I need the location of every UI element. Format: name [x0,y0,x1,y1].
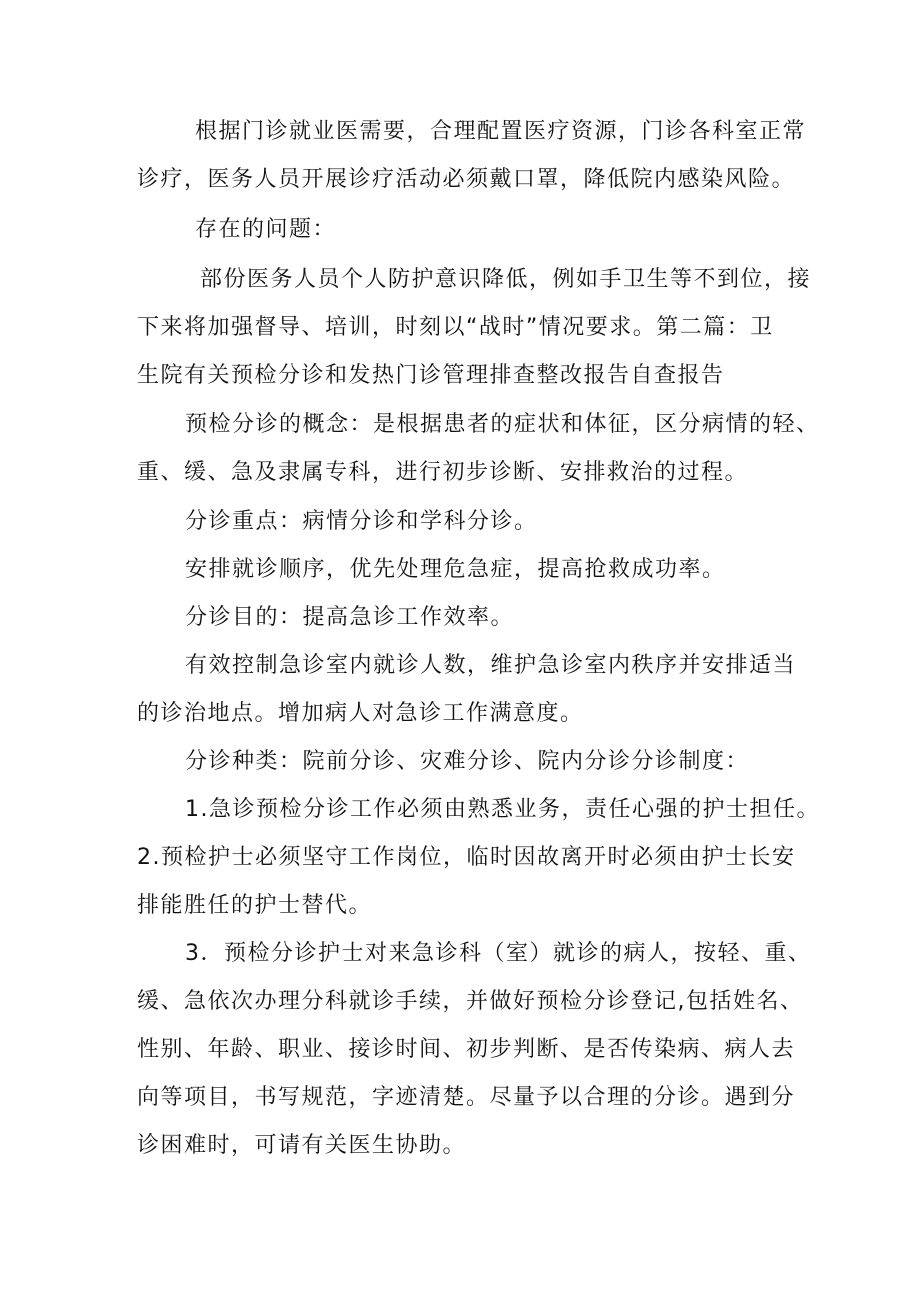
paragraph-line: 缓、急依次办理分科就诊手续，并做好预检分诊登记,包括姓名、 [137,989,804,1014]
paragraph-line: 重、缓、急及隶属专科，进行初步诊断、安排救治的过程。 [137,460,749,485]
paragraph-line: 排能胜任的护士替代。 [137,893,373,918]
paragraph-line: 性别、年龄、职业、接诊时间、初步判断、是否传染病、病人去 [137,1037,796,1062]
paragraph-line: 2.预检护士必须坚守工作岗位，临时因故离开时必须由护士长安 [137,845,796,870]
paragraph-line: 诊疗，医务人员开展诊疗活动必须戴口罩，降低院内感染风险。 [137,167,796,192]
paragraph-line: 下来将加强督导、培训，时刻以“战时”情况要求。第二篇：卫 [137,315,774,340]
paragraph-line: 诊困难时，可请有关医生协助。 [137,1133,467,1158]
paragraph-line: 分诊种类：院前分诊、灾难分诊、院内分诊分诊制度： [185,749,750,774]
paragraph-line: 预检分诊的概念：是根据患者的症状和体征，区分病情的轻、 [185,412,820,437]
paragraph-line: 存在的问题： [195,217,337,242]
paragraph-line: 生院有关预检分诊和发热门诊管理排查整改报告自查报告 [137,363,725,388]
paragraph-line: 根据门诊就业医需要，合理配置医疗资源，门诊各科室正常 [195,119,807,144]
paragraph-line: 分诊目的：提高急诊工作效率。 [185,605,515,630]
paragraph-line: 3．预检分诊护士对来急诊科（室）就诊的病人，按轻、重、 [185,941,812,966]
paragraph-line: 部份医务人员个人防护意识降低，例如手卫生等不到位，接 [200,267,812,292]
paragraph-line: 的诊治地点。增加病人对急诊工作满意度。 [137,701,584,726]
paragraph-line: 1.急诊预检分诊工作必须由熟悉业务，责任心强的护士担任。 [185,797,820,822]
paragraph-line: 有效控制急诊室内就诊人数，维护急诊室内秩序并安排适当 [185,653,797,678]
paragraph-line: 安排就诊顺序，优先处理危急症，提高抢救成功率。 [185,557,726,582]
paragraph-line: 分诊重点：病情分诊和学科分诊。 [185,509,538,534]
paragraph-line: 向等项目，书写规范，字迹清楚。尽量予以合理的分诊。遇到分 [137,1085,796,1110]
